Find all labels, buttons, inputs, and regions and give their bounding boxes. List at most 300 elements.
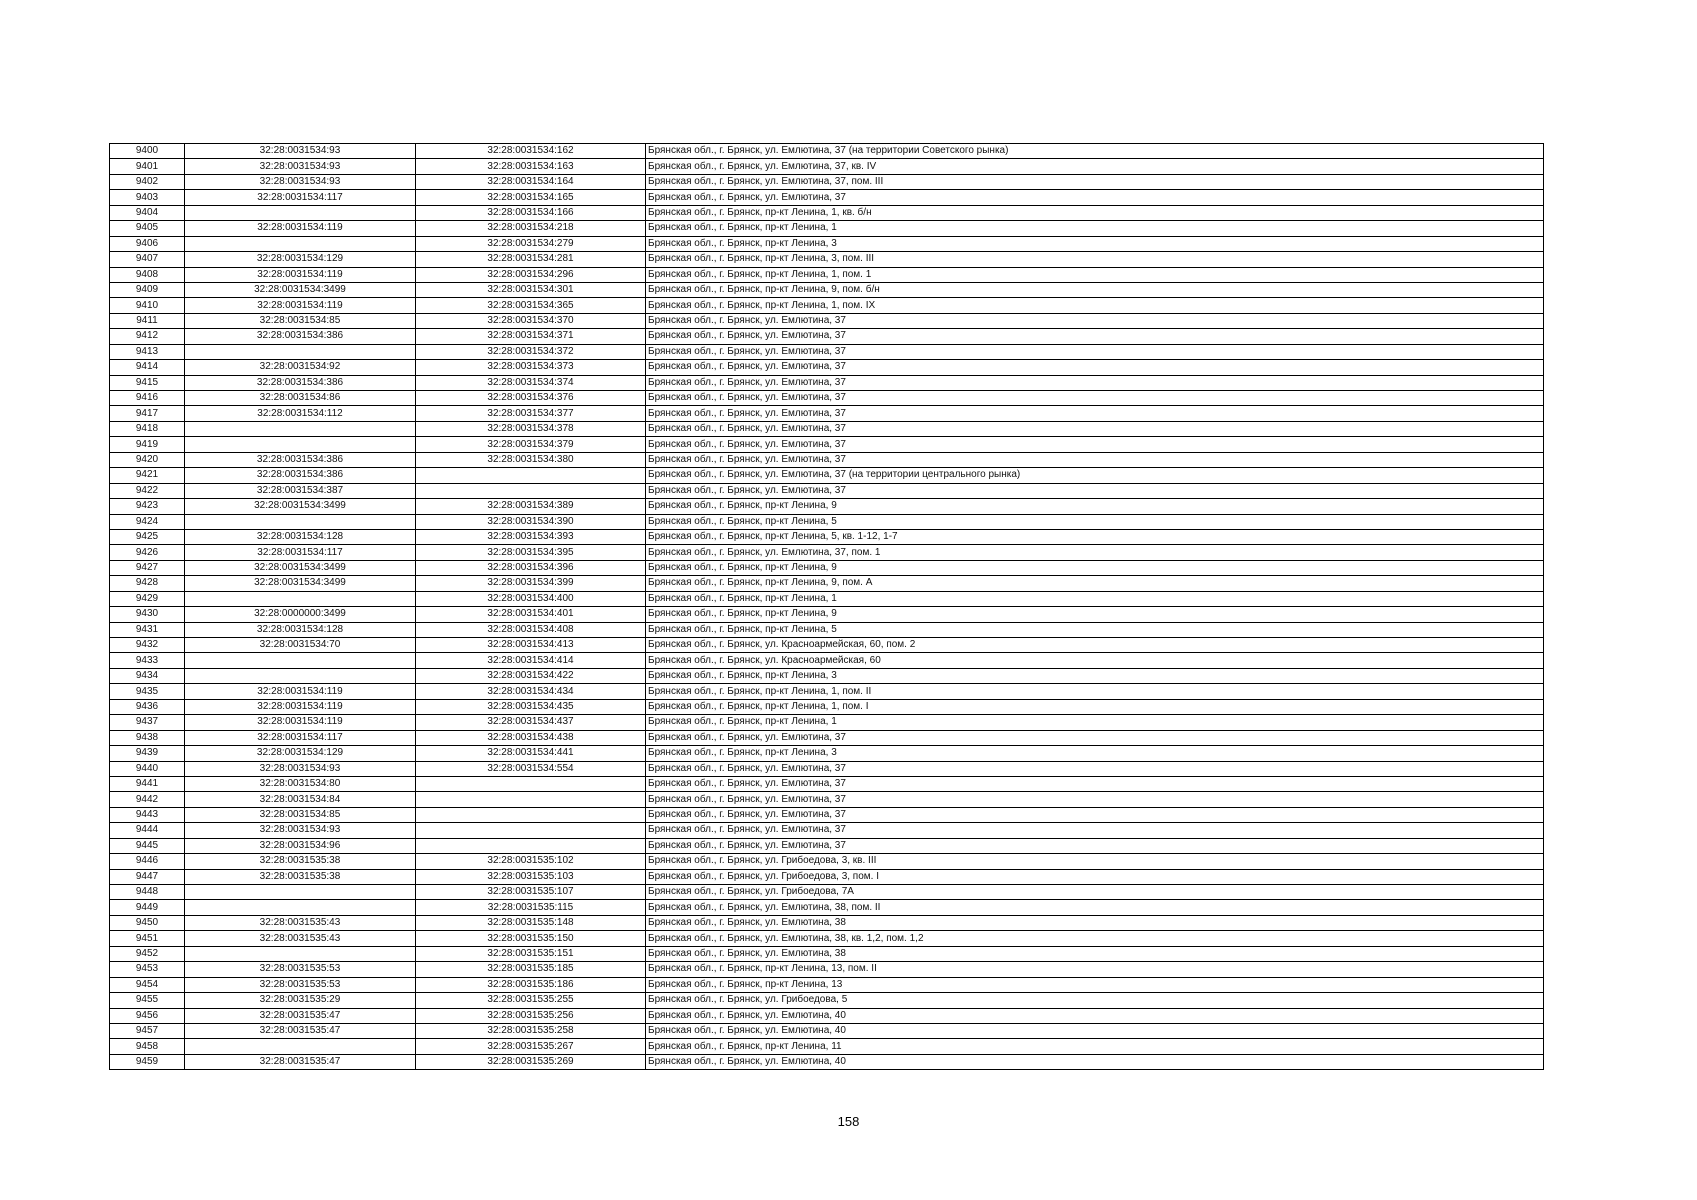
cadastral-number-cell: 32:28:0031535:186 — [416, 977, 646, 992]
row-number-cell: 9432 — [110, 638, 185, 653]
row-number-cell: 9444 — [110, 823, 185, 838]
table-row — [110, 483, 1544, 498]
cadastral-number-cell: 32:28:0031534:373 — [416, 360, 646, 375]
row-number-cell: 9403 — [110, 190, 185, 205]
cadastral-number-cell: 32:28:0031534:437 — [416, 715, 646, 730]
table-row — [110, 144, 1544, 159]
cadastral-number-cell: 32:28:0031534:390 — [416, 514, 646, 529]
table-row — [110, 869, 1544, 884]
address-cell: Брянская обл., г. Брянск, пр-кт Ленина, 9, пом. А — [646, 576, 1544, 591]
parent-cadastral-cell: 32:28:0031534:119 — [185, 221, 416, 236]
address-cell: Брянская обл., г. Брянск, ул. Емлютина, 37 — [646, 823, 1544, 838]
cadastral-number-cell — [416, 838, 646, 853]
parent-cadastral-cell: 32:28:0031534:84 — [185, 792, 416, 807]
parent-cadastral-cell — [185, 344, 416, 359]
address-cell: Брянская обл., г. Брянск, пр-кт Ленина, 11 — [646, 1039, 1544, 1054]
table-row — [110, 252, 1544, 267]
parent-cadastral-cell: 32:28:0031534:93 — [185, 823, 416, 838]
cadastral-number-cell: 32:28:0031534:434 — [416, 684, 646, 699]
table-row — [110, 360, 1544, 375]
parent-cadastral-cell: 32:28:0031535:53 — [185, 962, 416, 977]
table-row — [110, 267, 1544, 282]
table-row — [110, 560, 1544, 575]
parent-cadastral-cell: 32:28:0031534:119 — [185, 298, 416, 313]
cadastral-number-cell: 32:28:0031534:438 — [416, 730, 646, 745]
row-number-cell: 9418 — [110, 421, 185, 436]
parent-cadastral-cell — [185, 514, 416, 529]
cadastral-number-cell: 32:28:0031534:162 — [416, 144, 646, 159]
cadastral-number-cell: 32:28:0031534:279 — [416, 236, 646, 251]
address-cell: Брянская обл., г. Брянск, пр-кт Ленина, 1 — [646, 221, 1544, 236]
cadastral-number-cell: 32:28:0031535:148 — [416, 915, 646, 930]
cadastral-number-cell: 32:28:0031534:370 — [416, 313, 646, 328]
address-cell: Брянская обл., г. Брянск, ул. Емлютина, 37 — [646, 190, 1544, 205]
address-cell: Брянская обл., г. Брянск, ул. Емлютина, 37 (на территории центрального рынка) — [646, 468, 1544, 483]
table-row — [110, 221, 1544, 236]
cadastral-number-cell: 32:28:0031534:396 — [416, 560, 646, 575]
cadastral-number-cell: 32:28:0031534:380 — [416, 452, 646, 467]
row-number-cell: 9454 — [110, 977, 185, 992]
row-number-cell: 9422 — [110, 483, 185, 498]
parent-cadastral-cell: 32:28:0031534:3499 — [185, 576, 416, 591]
address-cell: Брянская обл., г. Брянск, пр-кт Ленина, 13 — [646, 977, 1544, 992]
parent-cadastral-cell: 32:28:0031534:117 — [185, 190, 416, 205]
parent-cadastral-cell: 32:28:0031535:47 — [185, 1054, 416, 1069]
cadastral-number-cell: 32:28:0031534:365 — [416, 298, 646, 313]
cadastral-number-cell: 32:28:0031534:435 — [416, 699, 646, 714]
cadastral-number-cell: 32:28:0031534:389 — [416, 499, 646, 514]
parent-cadastral-cell — [185, 1039, 416, 1054]
address-cell: Брянская обл., г. Брянск, пр-кт Ленина, 1 — [646, 715, 1544, 730]
table-row — [110, 391, 1544, 406]
table-row — [110, 174, 1544, 189]
address-cell: Брянская обл., г. Брянск, ул. Емлютина, 40 — [646, 1023, 1544, 1038]
parent-cadastral-cell: 32:28:0031535:43 — [185, 931, 416, 946]
parent-cadastral-cell: 32:28:0031534:386 — [185, 452, 416, 467]
parent-cadastral-cell — [185, 205, 416, 220]
parent-cadastral-cell: 32:28:0031534:386 — [185, 329, 416, 344]
row-number-cell: 9447 — [110, 869, 185, 884]
table-row — [110, 313, 1544, 328]
address-cell: Брянская обл., г. Брянск, ул. Емлютина, 37 — [646, 452, 1544, 467]
address-cell: Брянская обл., г. Брянск, ул. Емлютина, 37 — [646, 360, 1544, 375]
cadastral-number-cell: 32:28:0031535:258 — [416, 1023, 646, 1038]
table-row — [110, 684, 1544, 699]
parent-cadastral-cell: 32:28:0031535:38 — [185, 869, 416, 884]
address-cell: Брянская обл., г. Брянск, ул. Емлютина, 38 — [646, 915, 1544, 930]
address-cell: Брянская обл., г. Брянск, ул. Емлютина, 37 — [646, 406, 1544, 421]
cadastral-number-cell: 32:28:0031534:371 — [416, 329, 646, 344]
parent-cadastral-cell: 32:28:0031534:80 — [185, 776, 416, 791]
table-row — [110, 730, 1544, 745]
row-number-cell: 9428 — [110, 576, 185, 591]
cadastral-number-cell: 32:28:0031534:414 — [416, 653, 646, 668]
parent-cadastral-cell: 32:28:0000000:3499 — [185, 607, 416, 622]
row-number-cell: 9421 — [110, 468, 185, 483]
parent-cadastral-cell: 32:28:0031534:70 — [185, 638, 416, 653]
row-number-cell: 9420 — [110, 452, 185, 467]
parent-cadastral-cell — [185, 591, 416, 606]
cadastral-number-cell: 32:28:0031535:185 — [416, 962, 646, 977]
table-row — [110, 468, 1544, 483]
address-cell: Брянская обл., г. Брянск, ул. Емлютина, 37 (на территории Советского рынка) — [646, 144, 1544, 159]
cadastral-number-cell — [416, 807, 646, 822]
table-row — [110, 946, 1544, 961]
table-row — [110, 962, 1544, 977]
table-row — [110, 776, 1544, 791]
table-row — [110, 1023, 1544, 1038]
table-row — [110, 838, 1544, 853]
row-number-cell: 9458 — [110, 1039, 185, 1054]
parent-cadastral-cell: 32:28:0031534:93 — [185, 159, 416, 174]
row-number-cell: 9410 — [110, 298, 185, 313]
address-cell: Брянская обл., г. Брянск, ул. Емлютина, 37, пом. 1 — [646, 545, 1544, 560]
cadastral-number-cell: 32:28:0031534:422 — [416, 668, 646, 683]
cadastral-number-cell: 32:28:0031535:151 — [416, 946, 646, 961]
address-cell: Брянская обл., г. Брянск, ул. Емлютина, 38, кв. 1,2, пом. 1,2 — [646, 931, 1544, 946]
table-row — [110, 885, 1544, 900]
table-row — [110, 545, 1544, 560]
parent-cadastral-cell: 32:28:0031534:93 — [185, 174, 416, 189]
table-row — [110, 529, 1544, 544]
row-number-cell: 9407 — [110, 252, 185, 267]
table-row — [110, 205, 1544, 220]
parent-cadastral-cell — [185, 236, 416, 251]
cadastral-number-cell: 32:28:0031534:166 — [416, 205, 646, 220]
parent-cadastral-cell: 32:28:0031535:38 — [185, 854, 416, 869]
address-cell: Брянская обл., г. Брянск, пр-кт Ленина, 1, пом. IX — [646, 298, 1544, 313]
table-row — [110, 514, 1544, 529]
row-number-cell: 9411 — [110, 313, 185, 328]
cadastral-number-cell: 32:28:0031534:281 — [416, 252, 646, 267]
address-cell: Брянская обл., г. Брянск, пр-кт Ленина, 3, пом. III — [646, 252, 1544, 267]
address-cell: Брянская обл., г. Брянск, ул. Емлютина, 38, пом. II — [646, 900, 1544, 915]
row-number-cell: 9400 — [110, 144, 185, 159]
table-row — [110, 699, 1544, 714]
row-number-cell: 9427 — [110, 560, 185, 575]
row-number-cell: 9405 — [110, 221, 185, 236]
row-number-cell: 9401 — [110, 159, 185, 174]
cadastral-number-cell: 32:28:0031534:379 — [416, 437, 646, 452]
cadastral-number-cell: 32:28:0031535:107 — [416, 885, 646, 900]
address-cell: Брянская обл., г. Брянск, ул. Емлютина, 37 — [646, 437, 1544, 452]
table-row — [110, 823, 1544, 838]
row-number-cell: 9424 — [110, 514, 185, 529]
table-row — [110, 761, 1544, 776]
parent-cadastral-cell: 32:28:0031534:128 — [185, 622, 416, 637]
address-cell: Брянская обл., г. Брянск, пр-кт Ленина, 1, кв. б/н — [646, 205, 1544, 220]
cadastral-number-cell — [416, 483, 646, 498]
table-row — [110, 1039, 1544, 1054]
address-cell: Брянская обл., г. Брянск, ул. Емлютина, 37 — [646, 391, 1544, 406]
address-cell: Брянская обл., г. Брянск, пр-кт Ленина, 3 — [646, 668, 1544, 683]
row-number-cell: 9446 — [110, 854, 185, 869]
row-number-cell: 9437 — [110, 715, 185, 730]
table-row — [110, 1054, 1544, 1069]
parent-cadastral-cell: 32:28:0031534:3499 — [185, 560, 416, 575]
table-row — [110, 900, 1544, 915]
row-number-cell: 9457 — [110, 1023, 185, 1038]
parent-cadastral-cell: 32:28:0031535:43 — [185, 915, 416, 930]
row-number-cell: 9451 — [110, 931, 185, 946]
row-number-cell: 9438 — [110, 730, 185, 745]
row-number-cell: 9406 — [110, 236, 185, 251]
table-row — [110, 344, 1544, 359]
cadastral-number-cell: 32:28:0031535:150 — [416, 931, 646, 946]
address-cell: Брянская обл., г. Брянск, ул. Емлютина, 37, кв. IV — [646, 159, 1544, 174]
cadastral-number-cell: 32:28:0031534:296 — [416, 267, 646, 282]
row-number-cell: 9413 — [110, 344, 185, 359]
row-number-cell: 9441 — [110, 776, 185, 791]
cadastral-number-cell: 32:28:0031534:554 — [416, 761, 646, 776]
table-row — [110, 715, 1544, 730]
address-cell: Брянская обл., г. Брянск, ул. Емлютина, 40 — [646, 1008, 1544, 1023]
table-row — [110, 190, 1544, 205]
row-number-cell: 9434 — [110, 668, 185, 683]
cadastral-number-cell — [416, 792, 646, 807]
row-number-cell: 9416 — [110, 391, 185, 406]
row-number-cell: 9425 — [110, 529, 185, 544]
address-cell: Брянская обл., г. Брянск, ул. Грибоедова, 3, пом. I — [646, 869, 1544, 884]
row-number-cell: 9459 — [110, 1054, 185, 1069]
table-row — [110, 421, 1544, 436]
row-number-cell: 9443 — [110, 807, 185, 822]
parent-cadastral-cell: 32:28:0031534:117 — [185, 545, 416, 560]
table-row — [110, 638, 1544, 653]
cadastral-number-cell: 32:28:0031535:102 — [416, 854, 646, 869]
cadastral-number-cell — [416, 468, 646, 483]
row-number-cell: 9442 — [110, 792, 185, 807]
cadastral-number-cell: 32:28:0031535:267 — [416, 1039, 646, 1054]
address-cell: Брянская обл., г. Брянск, пр-кт Ленина, 13, пом. II — [646, 962, 1544, 977]
address-cell: Брянская обл., г. Брянск, ул. Емлютина, 37 — [646, 730, 1544, 745]
row-number-cell: 9404 — [110, 205, 185, 220]
page-number: 158 — [837, 1114, 860, 1129]
address-cell: Брянская обл., г. Брянск, ул. Емлютина, 38 — [646, 946, 1544, 961]
address-cell: Брянская обл., г. Брянск, ул. Емлютина, 37 — [646, 792, 1544, 807]
table-row — [110, 977, 1544, 992]
parent-cadastral-cell: 32:28:0031534:386 — [185, 468, 416, 483]
table-row — [110, 931, 1544, 946]
parent-cadastral-cell: 32:28:0031534:119 — [185, 684, 416, 699]
table-row — [110, 622, 1544, 637]
cadastral-number-cell: 32:28:0031534:441 — [416, 746, 646, 761]
row-number-cell: 9452 — [110, 946, 185, 961]
address-cell: Брянская обл., г. Брянск, пр-кт Ленина, 5, кв. 1-12, 1-7 — [646, 529, 1544, 544]
address-cell: Брянская обл., г. Брянск, пр-кт Ленина, 9, пом. б/н — [646, 282, 1544, 297]
address-cell: Брянская обл., г. Брянск, ул. Емлютина, 37 — [646, 483, 1544, 498]
row-number-cell: 9448 — [110, 885, 185, 900]
cadastral-number-cell: 32:28:0031534:301 — [416, 282, 646, 297]
address-cell: Брянская обл., г. Брянск, ул. Грибоедова, 3, кв. III — [646, 854, 1544, 869]
cadastral-number-cell: 32:28:0031534:413 — [416, 638, 646, 653]
table-row — [110, 499, 1544, 514]
parent-cadastral-cell: 32:28:0031534:3499 — [185, 282, 416, 297]
parent-cadastral-cell: 32:28:0031534:129 — [185, 252, 416, 267]
cadastral-number-cell — [416, 776, 646, 791]
table-row — [110, 159, 1544, 174]
row-number-cell: 9415 — [110, 375, 185, 390]
parent-cadastral-cell — [185, 946, 416, 961]
address-cell: Брянская обл., г. Брянск, ул. Емлютина, 37 — [646, 776, 1544, 791]
address-cell: Брянская обл., г. Брянск, ул. Емлютина, 37 — [646, 329, 1544, 344]
address-cell: Брянская обл., г. Брянск, пр-кт Ленина, 9 — [646, 560, 1544, 575]
parent-cadastral-cell — [185, 653, 416, 668]
address-cell: Брянская обл., г. Брянск, ул. Емлютина, 37 — [646, 838, 1544, 853]
parent-cadastral-cell: 32:28:0031534:117 — [185, 730, 416, 745]
cadastral-number-cell: 32:28:0031535:115 — [416, 900, 646, 915]
parent-cadastral-cell: 32:28:0031534:85 — [185, 807, 416, 822]
row-number-cell: 9456 — [110, 1008, 185, 1023]
table-row — [110, 668, 1544, 683]
cadastral-number-cell: 32:28:0031534:165 — [416, 190, 646, 205]
address-cell: Брянская обл., г. Брянск, пр-кт Ленина, 5 — [646, 622, 1544, 637]
parent-cadastral-cell: 32:28:0031534:386 — [185, 375, 416, 390]
address-cell: Брянская обл., г. Брянск, пр-кт Ленина, 3 — [646, 236, 1544, 251]
parent-cadastral-cell — [185, 668, 416, 683]
parent-cadastral-cell — [185, 900, 416, 915]
parent-cadastral-cell: 32:28:0031534:129 — [185, 746, 416, 761]
address-cell: Брянская обл., г. Брянск, ул. Грибоедова, 7А — [646, 885, 1544, 900]
address-cell: Брянская обл., г. Брянск, ул. Емлютина, 37 — [646, 375, 1544, 390]
address-cell: Брянская обл., г. Брянск, ул. Емлютина, 37 — [646, 313, 1544, 328]
parent-cadastral-cell: 32:28:0031534:119 — [185, 699, 416, 714]
parent-cadastral-cell: 32:28:0031534:3499 — [185, 499, 416, 514]
parent-cadastral-cell: 32:28:0031534:92 — [185, 360, 416, 375]
row-number-cell: 9439 — [110, 746, 185, 761]
row-number-cell: 9402 — [110, 174, 185, 189]
row-number-cell: 9430 — [110, 607, 185, 622]
address-cell: Брянская обл., г. Брянск, пр-кт Ленина, 1, пом. I — [646, 699, 1544, 714]
parent-cadastral-cell: 32:28:0031534:387 — [185, 483, 416, 498]
row-number-cell: 9414 — [110, 360, 185, 375]
table-row — [110, 282, 1544, 297]
table-row — [110, 406, 1544, 421]
row-number-cell: 9419 — [110, 437, 185, 452]
row-number-cell: 9440 — [110, 761, 185, 776]
row-number-cell: 9453 — [110, 962, 185, 977]
parent-cadastral-cell: 32:28:0031534:128 — [185, 529, 416, 544]
row-number-cell: 9412 — [110, 329, 185, 344]
parent-cadastral-cell — [185, 885, 416, 900]
cadastral-number-cell: 32:28:0031535:269 — [416, 1054, 646, 1069]
table-row — [110, 437, 1544, 452]
cadastral-number-cell: 32:28:0031534:163 — [416, 159, 646, 174]
parent-cadastral-cell: 32:28:0031534:93 — [185, 144, 416, 159]
parent-cadastral-cell: 32:28:0031534:119 — [185, 715, 416, 730]
table-row — [110, 576, 1544, 591]
row-number-cell: 9455 — [110, 993, 185, 1008]
address-cell: Брянская обл., г. Брянск, пр-кт Ленина, 5 — [646, 514, 1544, 529]
table-row — [110, 591, 1544, 606]
cadastral-number-cell: 32:28:0031534:399 — [416, 576, 646, 591]
row-number-cell: 9445 — [110, 838, 185, 853]
parent-cadastral-cell: 32:28:0031535:53 — [185, 977, 416, 992]
cadastral-number-cell — [416, 823, 646, 838]
parent-cadastral-cell: 32:28:0031534:93 — [185, 761, 416, 776]
row-number-cell: 9429 — [110, 591, 185, 606]
cadastral-number-cell: 32:28:0031535:255 — [416, 993, 646, 1008]
row-number-cell: 9426 — [110, 545, 185, 560]
cadastral-number-cell: 32:28:0031534:372 — [416, 344, 646, 359]
row-number-cell: 9409 — [110, 282, 185, 297]
address-cell: Брянская обл., г. Брянск, пр-кт Ленина, 1, пом. II — [646, 684, 1544, 699]
row-number-cell: 9436 — [110, 699, 185, 714]
address-cell: Брянская обл., г. Брянск, ул. Емлютина, 37, пом. III — [646, 174, 1544, 189]
parent-cadastral-cell: 32:28:0031535:29 — [185, 993, 416, 1008]
parent-cadastral-cell: 32:28:0031535:47 — [185, 1023, 416, 1038]
table-row — [110, 329, 1544, 344]
table-row — [110, 1008, 1544, 1023]
address-cell: Брянская обл., г. Брянск, пр-кт Ленина, 3 — [646, 746, 1544, 761]
row-number-cell: 9408 — [110, 267, 185, 282]
address-cell: Брянская обл., г. Брянск, ул. Емлютина, 37 — [646, 421, 1544, 436]
parent-cadastral-cell — [185, 421, 416, 436]
cadastral-number-cell: 32:28:0031534:393 — [416, 529, 646, 544]
parent-cadastral-cell: 32:28:0031534:119 — [185, 267, 416, 282]
address-cell: Брянская обл., г. Брянск, пр-кт Ленина, 9 — [646, 499, 1544, 514]
address-cell: Брянская обл., г. Брянск, пр-кт Ленина, 1 — [646, 591, 1544, 606]
table-row — [110, 452, 1544, 467]
row-number-cell: 9449 — [110, 900, 185, 915]
cadastral-number-cell: 32:28:0031534:218 — [416, 221, 646, 236]
parent-cadastral-cell — [185, 437, 416, 452]
cadastral-number-cell: 32:28:0031534:377 — [416, 406, 646, 421]
cadastral-number-cell: 32:28:0031534:374 — [416, 375, 646, 390]
cadastral-number-cell: 32:28:0031534:400 — [416, 591, 646, 606]
cadastral-number-cell: 32:28:0031535:256 — [416, 1008, 646, 1023]
address-cell: Брянская обл., г. Брянск, ул. Емлютина, 40 — [646, 1054, 1544, 1069]
address-cell: Брянская обл., г. Брянск, ул. Красноармейская, 60 — [646, 653, 1544, 668]
cadastral-number-cell: 32:28:0031535:103 — [416, 869, 646, 884]
table-row — [110, 807, 1544, 822]
row-number-cell: 9435 — [110, 684, 185, 699]
cadastral-number-cell: 32:28:0031534:376 — [416, 391, 646, 406]
address-cell: Брянская обл., г. Брянск, ул. Красноармейская, 60, пом. 2 — [646, 638, 1544, 653]
table-row — [110, 746, 1544, 761]
parent-cadastral-cell: 32:28:0031535:47 — [185, 1008, 416, 1023]
row-number-cell: 9433 — [110, 653, 185, 668]
address-cell: Брянская обл., г. Брянск, ул. Емлютина, 37 — [646, 807, 1544, 822]
address-cell: Брянская обл., г. Брянск, пр-кт Ленина, 9 — [646, 607, 1544, 622]
address-cell: Брянская обл., г. Брянск, ул. Грибоедова, 5 — [646, 993, 1544, 1008]
cadastral-number-cell: 32:28:0031534:164 — [416, 174, 646, 189]
address-cell: Брянская обл., г. Брянск, ул. Емлютина, 37 — [646, 761, 1544, 776]
row-number-cell: 9423 — [110, 499, 185, 514]
cadastral-number-cell: 32:28:0031534:395 — [416, 545, 646, 560]
cadastral-number-cell: 32:28:0031534:408 — [416, 622, 646, 637]
parent-cadastral-cell: 32:28:0031534:96 — [185, 838, 416, 853]
cadastral-number-cell: 32:28:0031534:401 — [416, 607, 646, 622]
table-row — [110, 915, 1544, 930]
table-row — [110, 854, 1544, 869]
parent-cadastral-cell: 32:28:0031534:85 — [185, 313, 416, 328]
cadastral-number-cell: 32:28:0031534:378 — [416, 421, 646, 436]
table-row — [110, 653, 1544, 668]
row-number-cell: 9450 — [110, 915, 185, 930]
address-cell: Брянская обл., г. Брянск, ул. Емлютина, 37 — [646, 344, 1544, 359]
row-number-cell: 9417 — [110, 406, 185, 421]
table-row — [110, 607, 1544, 622]
register-table — [109, 143, 1544, 1070]
table-row — [110, 236, 1544, 251]
table-row — [110, 375, 1544, 390]
row-number-cell: 9431 — [110, 622, 185, 637]
address-cell: Брянская обл., г. Брянск, пр-кт Ленина, 1, пом. 1 — [646, 267, 1544, 282]
table-row — [110, 993, 1544, 1008]
table-row — [110, 298, 1544, 313]
register-table-body — [110, 144, 1544, 1070]
